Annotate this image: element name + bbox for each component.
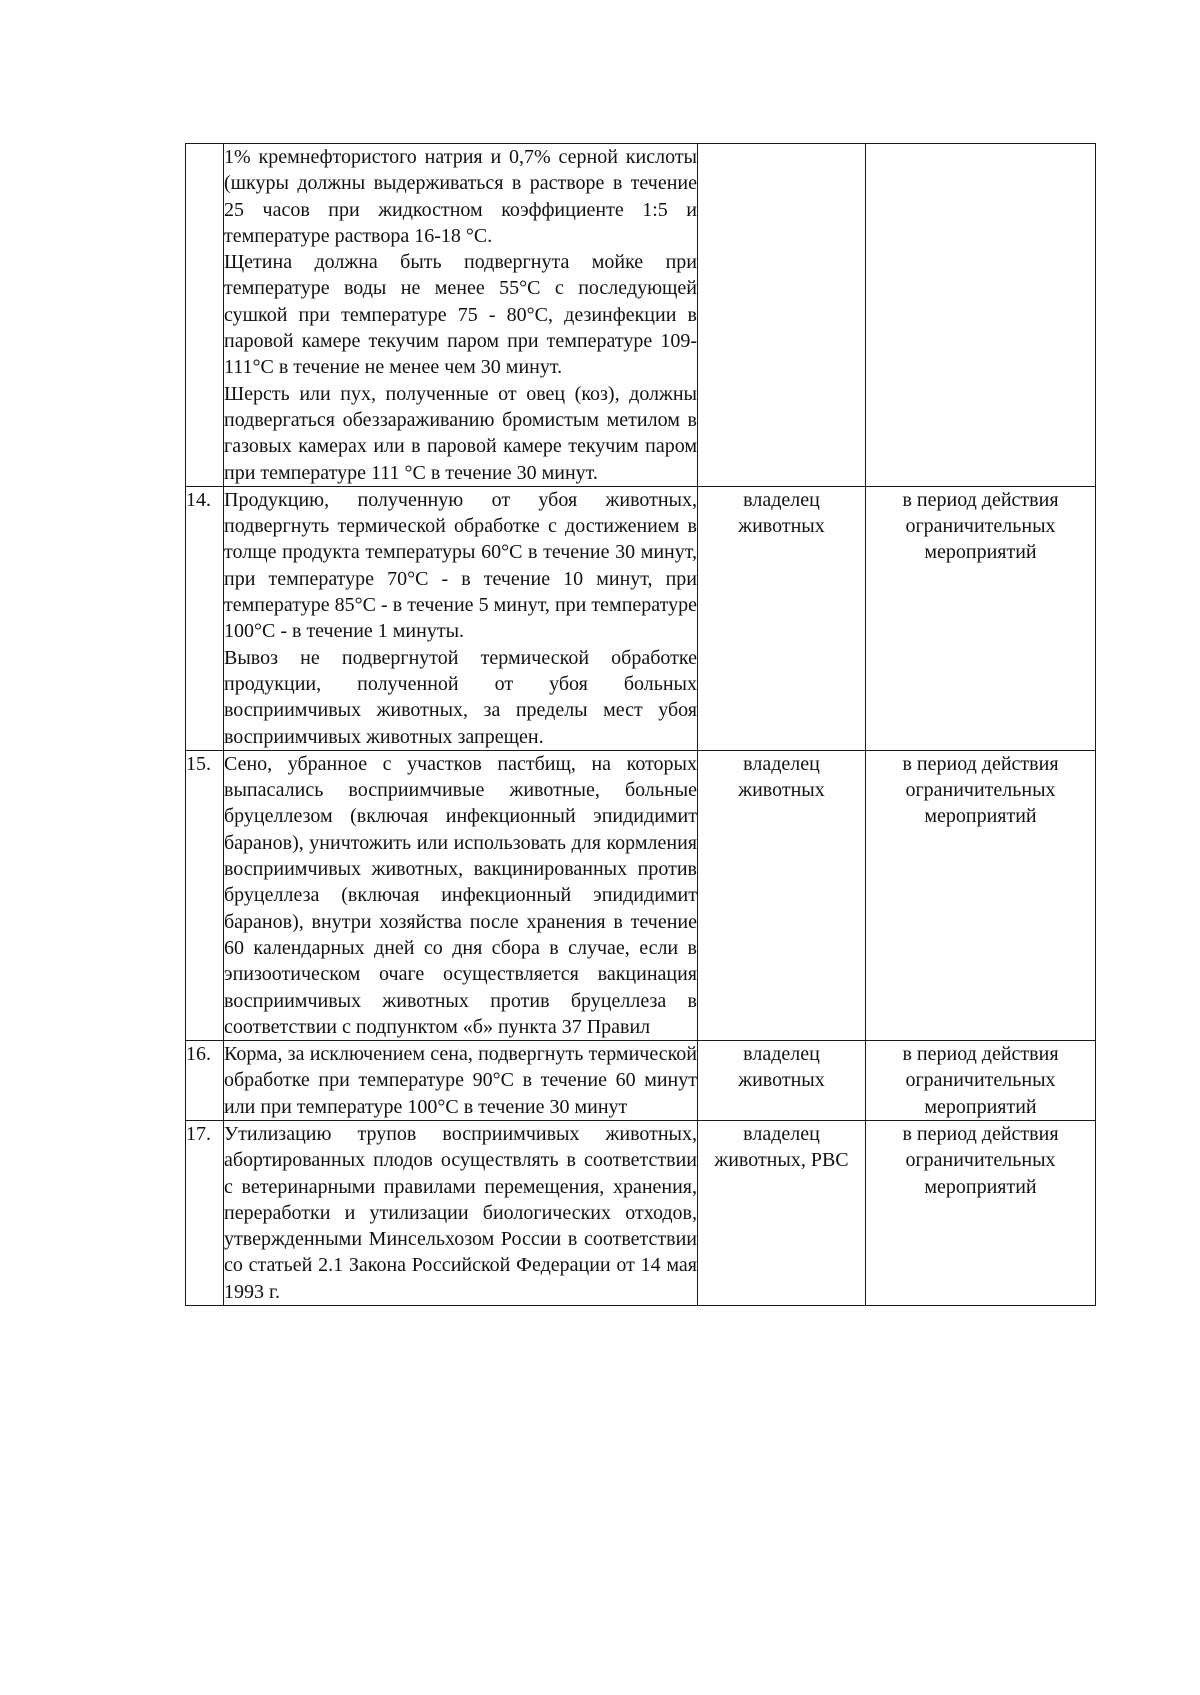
measure-text <box>224 144 698 487</box>
responsible-cell: владелец животных, РВС <box>698 1120 866 1305</box>
responsible-cell: владелец животных <box>698 750 866 1040</box>
table-row <box>186 1041 1096 1121</box>
measure-text <box>224 486 698 750</box>
measure-paragraph: 1% кремнефтористого натрия и 0,7% серной кислоты (шкуры должны выдерживаться в растворе в течение 25 часов при жидкостном коэффициенте 1:5 и температуре раствора 16-18 °С. <box>224 146 697 247</box>
responsible-cell <box>698 144 866 487</box>
term-cell: в период действия ограничительных мероприятий <box>866 486 1096 750</box>
responsible-cell: владелец животных <box>698 1041 866 1121</box>
measures-table-body <box>186 144 1096 1306</box>
responsible-cell: владелец животных <box>698 486 866 750</box>
term-cell: в период действия ограничительных мероприятий <box>866 1120 1096 1305</box>
table-row <box>186 750 1096 1040</box>
term-cell: в период действия ограничительных мероприятий <box>866 1041 1096 1121</box>
measure-text <box>224 1120 698 1305</box>
measure-paragraph: Корма, за исключением сена, подвергнуть термической обработке при температуре 90°С в течение 60 минут или при температуре 100°С в течение 30 минут <box>224 1043 697 1118</box>
term-cell: в период действия ограничительных мероприятий <box>866 750 1096 1040</box>
table-row <box>186 486 1096 750</box>
row-number: 14. <box>186 486 224 750</box>
row-number: 15. <box>186 750 224 1040</box>
measure-paragraph: Шерсть или пух, полученные от овец (коз), должны подвергаться обеззараживанию бромистым метилом в газовых камерах или в паровой камере текучим паром при температуре 111 °С в течение 30 минут. <box>224 382 697 484</box>
measures-table <box>185 143 1096 1306</box>
measure-paragraph: Щетина должна быть подвергнута мойке при температуре воды не менее 55°С с последующей сушкой при температуре 75 - 80°С, дезинфекции в паровой камере текучим паром при температуре 109-111°С в течение не менее чем 30 минут. <box>224 251 697 379</box>
table-row <box>186 144 1096 487</box>
measure-paragraph: Сено, убранное с участков пастбищ, на которых выпасались восприимчивые животные, больные бруцеллезом (включая инфекционный эпидидимит баранов), уничтожить или использовать для кормления восприимчивых животных, вакцинированных против бруцеллеза (включая инфекционный эпидидимит баранов), внутри хозяйства после хранения в течение 60 календарных дней со дня сбора в случае, если в эпизоотическом очаге осуществляется вакцинация восприимчивых животных против бруцеллеза в соответствии с подпунктом «б» пункта 37 Правил <box>224 752 697 1038</box>
measure-paragraph: Утилизацию трупов восприимчивых животных, абортированных плодов осуществлять в соответствии с ветеринарными правилами перемещения, хранения, переработки и утилизации биологических отходов, утвержденными Минсельхозом России в соответствии со статьей 2.1 Закона Российской Федерации от 14 мая 1993 г. <box>224 1122 697 1303</box>
table-row <box>186 1120 1096 1305</box>
measure-paragraph: Вывоз не подвергнутой термической обработке продукции, полученной от убоя больных восприимчивых животных, за пределы мест убоя восприимчивых животных запрещен. <box>224 646 697 748</box>
term-cell <box>866 144 1096 487</box>
measure-text <box>224 750 698 1040</box>
measure-text <box>224 1041 698 1121</box>
row-number: 16. <box>186 1041 224 1121</box>
measure-paragraph: Продукцию, полученную от убоя животных, подвергнуть термической обработке с достижением в толще продукта температуры 60°С в течение 30 минут, при температуре 70°С - в течение 10 минут, при температуре 85°С - в течение 5 минут, при температуре 100°С - в течение 1 минуты. <box>224 488 697 643</box>
row-number <box>186 144 224 487</box>
row-number: 17. <box>186 1120 224 1305</box>
